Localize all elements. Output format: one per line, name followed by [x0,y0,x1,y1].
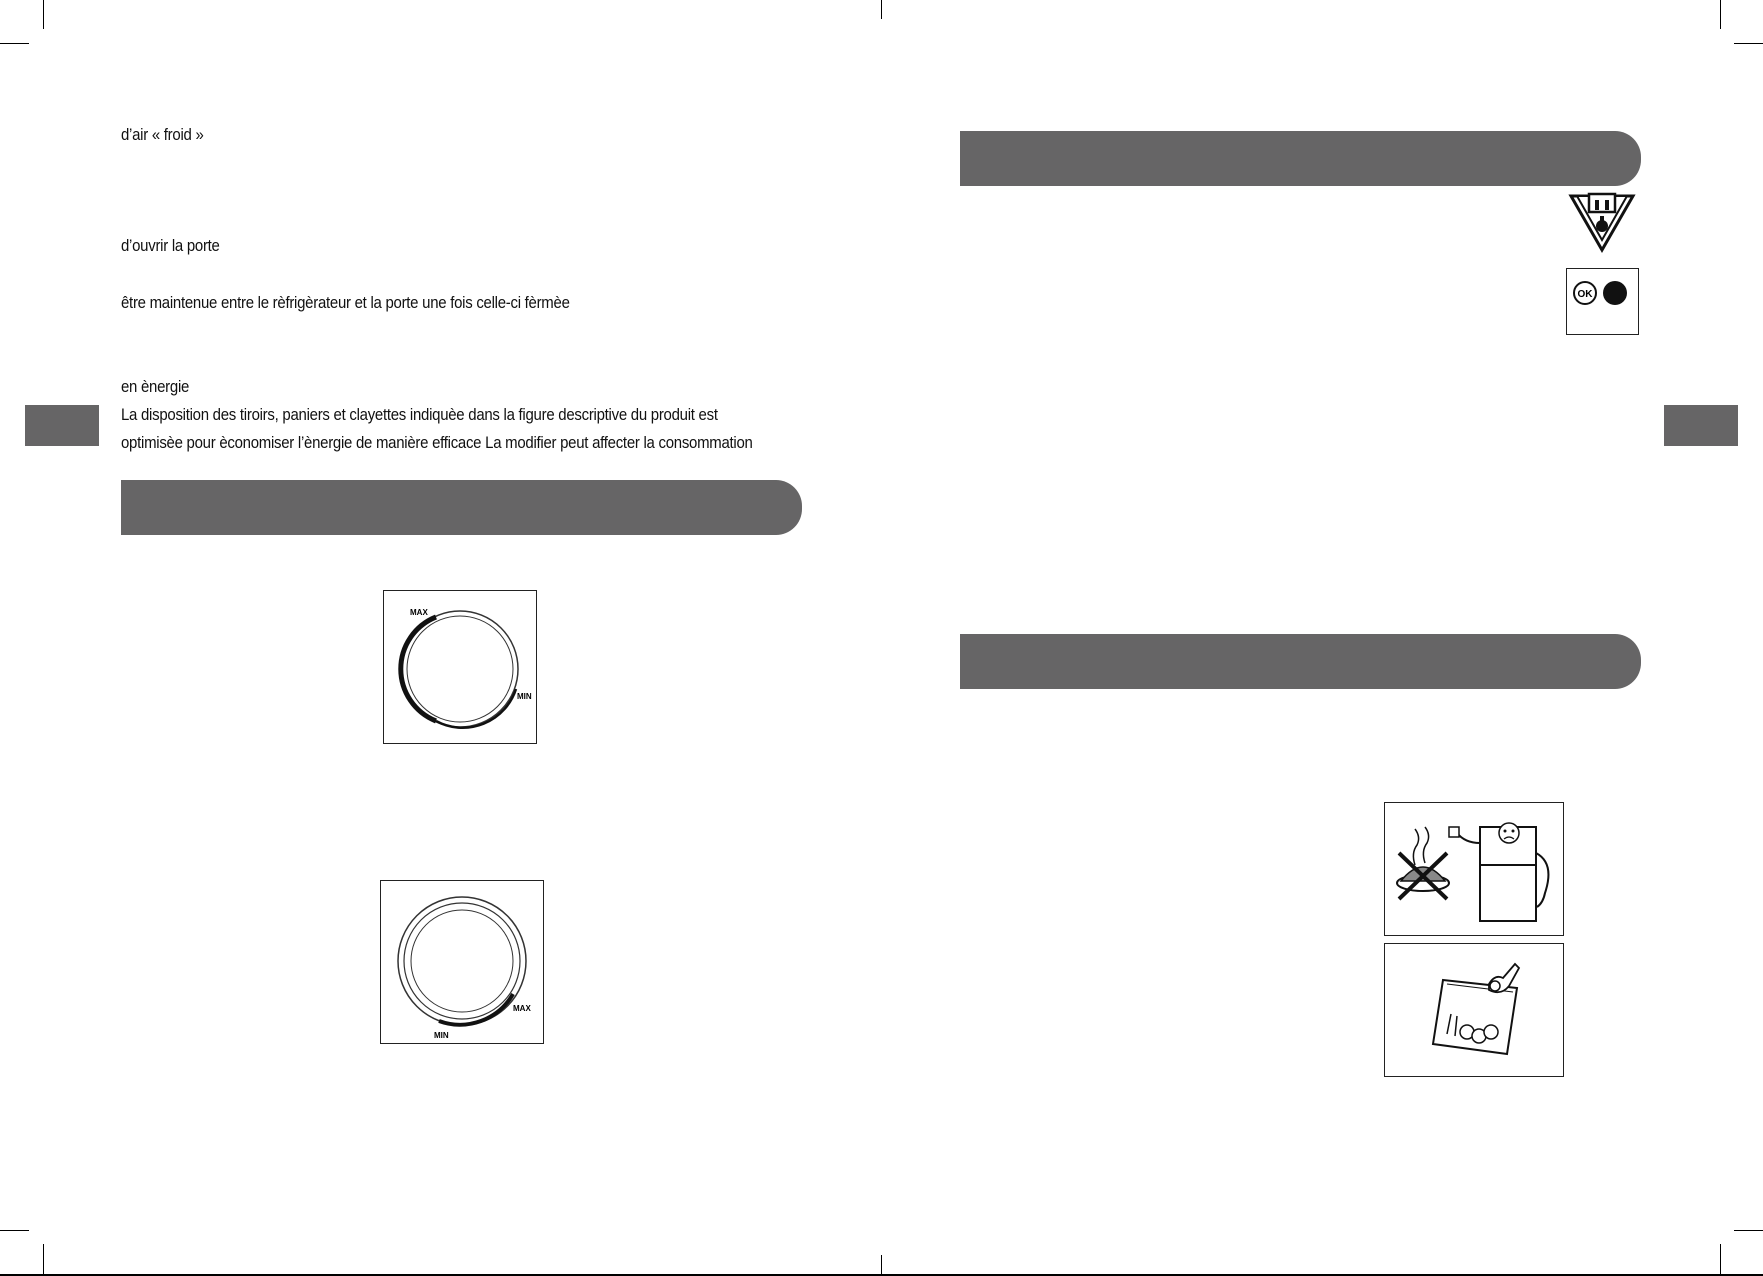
crop-mark [881,0,882,19]
thermostat-dial-icon [384,591,536,743]
dial-max-label: MAX [513,1004,531,1013]
thermostat-dial-figure [380,880,544,1044]
crop-mark [0,1230,29,1231]
crop-mark [1734,1230,1763,1231]
thermostat-dial-figure [383,590,537,744]
grounded-plug-icon [1567,190,1637,256]
no-hot-food-figure [1384,802,1564,936]
section-header-bar [960,131,1641,186]
crop-mark [1720,1244,1721,1276]
text-line: être maintenue entre le rèfrigèrateur et la porte une fois celle-ci fèrmèe [121,293,570,312]
sealed-food-bag-figure [1384,943,1564,1077]
text-line: en ènergie [121,377,190,396]
crop-mark [43,1244,44,1276]
crop-mark [1720,0,1721,29]
dial-max-label: MAX [410,608,428,617]
left-page-tab [25,405,99,446]
crop-mark [43,0,44,29]
crop-mark [0,43,29,44]
right-page-tab [1664,405,1738,446]
text-line: d’air « froid » [121,125,204,144]
ok-label: OK [1577,289,1593,300]
dial-min-label: MIN [517,692,532,701]
no-hot-food-icon [1385,803,1563,935]
text-line: La disposition des tiroirs, paniers et clayettes indiquèe dans la figure descriptive du produit est [121,405,718,424]
ok-socket-figure [1566,268,1639,335]
text-line: d’ouvrir la porte [121,236,220,255]
crop-mark [1734,43,1763,44]
dial-min-label: MIN [434,1031,449,1040]
ok-socket-icon [1567,269,1638,334]
sealed-food-bag-icon [1385,944,1563,1076]
text-line: optimisèe pour èconomiser l’ènergie de manière efficace La modifier peut affecter la consommation [121,433,753,452]
section-header-bar [960,634,1641,689]
crop-mark [881,1255,882,1276]
thermostat-dial-icon [381,881,543,1043]
section-header-bar [121,480,802,535]
